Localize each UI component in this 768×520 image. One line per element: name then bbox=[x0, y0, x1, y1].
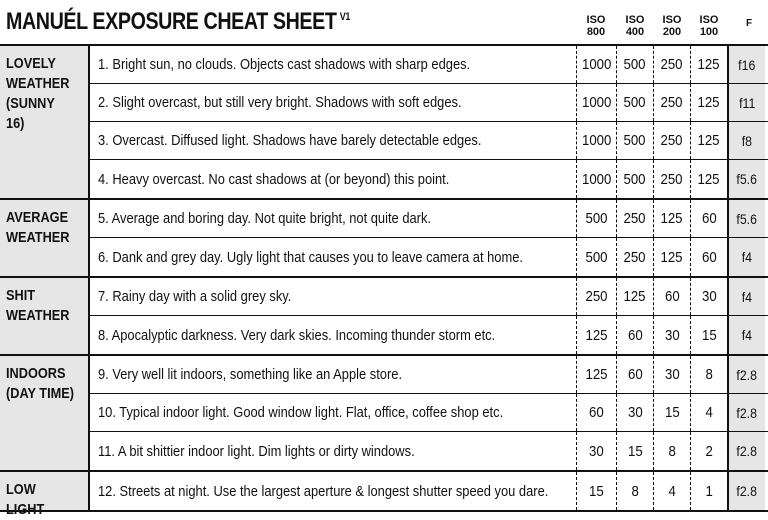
shutter-speed-value: 1000 bbox=[581, 56, 612, 73]
shutter-speed-value: 8 bbox=[705, 366, 713, 383]
f-stop-cell bbox=[727, 46, 765, 83]
shutter-speed-cell bbox=[616, 46, 653, 83]
table-row bbox=[90, 200, 768, 238]
shutter-speed-cell bbox=[653, 432, 690, 470]
shutter-speed-cell bbox=[616, 122, 653, 159]
group-label bbox=[0, 472, 90, 518]
group-label bbox=[0, 278, 90, 354]
f-stop-value: f5.6 bbox=[736, 171, 758, 187]
shutter-speed-value: 15 bbox=[664, 404, 680, 421]
iso-header-label: ISO bbox=[625, 14, 645, 26]
condition-description bbox=[90, 394, 576, 431]
shutter-speed-value: 500 bbox=[623, 132, 647, 149]
f-stop-cell bbox=[727, 316, 765, 354]
shutter-speed-cell bbox=[690, 316, 727, 354]
shutter-speed-value: 15 bbox=[701, 326, 717, 344]
condition-description-text: 1. Bright sun, no clouds. Objects cast shadows with sharp edges. bbox=[98, 56, 471, 73]
shutter-speed-value: 30 bbox=[589, 442, 604, 460]
condition-description bbox=[90, 84, 576, 121]
iso-header-800 bbox=[578, 14, 614, 38]
shutter-speed-value: 8 bbox=[631, 482, 639, 500]
shutter-speed-value: 500 bbox=[585, 248, 608, 266]
shutter-speed-cell bbox=[616, 356, 653, 393]
condition-description-text: 11. A bit shittier indoor light. Dim lights or dirty windows. bbox=[98, 442, 415, 460]
condition-description bbox=[90, 160, 576, 198]
condition-description bbox=[90, 46, 576, 83]
shutter-speed-cell bbox=[576, 394, 616, 431]
shutter-speed-value: 4 bbox=[668, 482, 676, 500]
f-stop-cell bbox=[727, 84, 765, 121]
table-row bbox=[90, 122, 768, 160]
table-row bbox=[90, 160, 768, 198]
condition-description-text: 8. Apocalyptic darkness. Very dark skies. Incoming thunder storm etc. bbox=[98, 326, 496, 344]
f-stop-cell bbox=[727, 472, 765, 510]
shutter-speed-cell bbox=[690, 394, 727, 431]
shutter-speed-cell bbox=[576, 200, 616, 237]
f-stop-cell bbox=[727, 394, 765, 431]
f-stop-value: f5.6 bbox=[736, 210, 758, 227]
shutter-speed-value: 1000 bbox=[581, 94, 612, 111]
shutter-speed-cell bbox=[576, 122, 616, 159]
table-row bbox=[90, 432, 768, 470]
shutter-speed-value: 250 bbox=[623, 210, 647, 227]
shutter-speed-value: 60 bbox=[627, 366, 643, 383]
f-stop-cell bbox=[727, 432, 765, 470]
shutter-speed-value: 125 bbox=[660, 210, 684, 227]
f-stop-value: f2.8 bbox=[736, 366, 758, 383]
shutter-speed-cell bbox=[576, 472, 616, 510]
shutter-speed-value: 125 bbox=[585, 326, 608, 344]
condition-description bbox=[90, 316, 576, 354]
shutter-speed-value: 500 bbox=[585, 210, 608, 227]
shutter-speed-value: 125 bbox=[623, 288, 647, 305]
f-stop-cell bbox=[727, 160, 765, 198]
shutter-speed-value: 15 bbox=[627, 442, 643, 460]
shutter-speed-value: 30 bbox=[664, 366, 680, 383]
shutter-speed-cell bbox=[690, 160, 727, 198]
condition-description bbox=[90, 122, 576, 159]
shutter-speed-cell bbox=[576, 432, 616, 470]
shutter-speed-value: 125 bbox=[697, 94, 721, 111]
iso-header-400 bbox=[617, 14, 653, 38]
shutter-speed-cell bbox=[653, 122, 690, 159]
table-row bbox=[90, 278, 768, 316]
shutter-speed-value: 500 bbox=[623, 170, 647, 188]
shutter-speed-value: 1000 bbox=[581, 170, 612, 188]
condition-description bbox=[90, 238, 576, 276]
shutter-speed-cell bbox=[576, 46, 616, 83]
f-stop-value: f8 bbox=[741, 132, 753, 149]
shutter-speed-value: 1 bbox=[705, 482, 713, 500]
group-label bbox=[0, 356, 90, 470]
shutter-speed-value: 4 bbox=[705, 404, 713, 421]
condition-description bbox=[90, 472, 576, 510]
shutter-speed-cell bbox=[616, 278, 653, 315]
shutter-speed-cell bbox=[576, 160, 616, 198]
group-label bbox=[0, 200, 90, 276]
f-stop-value: f16 bbox=[738, 56, 756, 73]
table-row bbox=[90, 238, 768, 276]
shutter-speed-cell bbox=[616, 316, 653, 354]
shutter-speed-value: 60 bbox=[701, 248, 717, 266]
shutter-speed-cell bbox=[653, 46, 690, 83]
condition-group bbox=[0, 46, 768, 200]
condition-description bbox=[90, 278, 576, 315]
f-stop-value: f4 bbox=[741, 327, 753, 343]
condition-description-text: 3. Overcast. Diffused light. Shadows have barely detectable edges. bbox=[98, 132, 482, 149]
shutter-speed-cell bbox=[690, 46, 727, 83]
f-stop-cell bbox=[727, 122, 765, 159]
group-label-text: INDOORS (DAY TIME) bbox=[6, 365, 75, 402]
f-stop-value: f2.8 bbox=[736, 404, 758, 421]
group-label-text: LOW LIGHT bbox=[6, 481, 45, 518]
shutter-speed-cell bbox=[653, 84, 690, 121]
shutter-speed-value: 125 bbox=[697, 132, 721, 149]
shutter-speed-cell bbox=[690, 356, 727, 393]
iso-header-100 bbox=[691, 14, 727, 38]
iso-header-label: ISO bbox=[662, 14, 682, 26]
shutter-speed-value: 60 bbox=[664, 288, 680, 305]
shutter-speed-cell bbox=[616, 472, 653, 510]
shutter-speed-cell bbox=[690, 122, 727, 159]
table-row bbox=[90, 356, 768, 394]
condition-description-text: 12. Streets at night. Use the largest aperture & longest shutter speed you dare. bbox=[98, 482, 549, 500]
condition-group bbox=[0, 278, 768, 356]
table-row bbox=[90, 472, 768, 510]
shutter-speed-cell bbox=[653, 316, 690, 354]
shutter-speed-cell bbox=[616, 200, 653, 237]
f-stop-value: f4 bbox=[741, 288, 753, 305]
iso-header-label: ISO bbox=[586, 14, 606, 26]
shutter-speed-cell bbox=[653, 160, 690, 198]
condition-description bbox=[90, 200, 576, 237]
shutter-speed-value: 30 bbox=[627, 404, 643, 421]
shutter-speed-value: 500 bbox=[623, 56, 647, 73]
group-label bbox=[0, 46, 90, 198]
shutter-speed-cell bbox=[653, 356, 690, 393]
shutter-speed-cell bbox=[616, 432, 653, 470]
f-stop-cell bbox=[727, 356, 765, 393]
shutter-speed-cell bbox=[616, 84, 653, 121]
condition-description-text: 2. Slight overcast, but still very bright. Shadows with soft edges. bbox=[98, 94, 462, 111]
f-stop-value: f11 bbox=[738, 94, 756, 111]
shutter-speed-value: 125 bbox=[697, 170, 721, 188]
shutter-speed-value: 15 bbox=[589, 482, 604, 500]
condition-description-text: 6. Dank and grey day. Ugly light that causes you to leave camera at home. bbox=[98, 248, 523, 266]
shutter-speed-value: 2 bbox=[705, 442, 713, 460]
version-label: V1 bbox=[339, 11, 350, 23]
table-row bbox=[90, 46, 768, 84]
shutter-speed-cell bbox=[576, 356, 616, 393]
condition-group bbox=[0, 472, 768, 518]
iso-header-value: 200 bbox=[662, 26, 682, 38]
shutter-speed-value: 30 bbox=[664, 326, 680, 344]
shutter-speed-cell bbox=[653, 238, 690, 276]
group-label-text: LOVELY WEATHER (SUNNY 16) bbox=[6, 55, 70, 132]
shutter-speed-cell bbox=[576, 316, 616, 354]
shutter-speed-value: 250 bbox=[623, 248, 647, 266]
f-stop-value: f2.8 bbox=[736, 443, 758, 459]
shutter-speed-value: 125 bbox=[697, 56, 721, 73]
shutter-speed-cell bbox=[616, 394, 653, 431]
condition-description-text: 7. Rainy day with a solid grey sky. bbox=[98, 288, 292, 305]
condition-description-text: 9. Very well lit indoors, something like an Apple store. bbox=[98, 366, 403, 383]
shutter-speed-cell bbox=[690, 84, 727, 121]
shutter-speed-value: 500 bbox=[623, 94, 647, 111]
condition-group bbox=[0, 200, 768, 278]
condition-description-text: 10. Typical indoor light. Good window light. Flat, office, coffee shop etc. bbox=[98, 404, 504, 421]
iso-header-label: ISO bbox=[699, 14, 719, 26]
shutter-speed-value: 60 bbox=[589, 404, 604, 421]
shutter-speed-cell bbox=[653, 278, 690, 315]
f-stop-value: f4 bbox=[741, 249, 753, 265]
shutter-speed-value: 250 bbox=[660, 132, 684, 149]
condition-description-text: 4. Heavy overcast. No cast shadows at (or beyond) this point. bbox=[98, 170, 450, 188]
condition-group bbox=[0, 356, 768, 472]
shutter-speed-value: 250 bbox=[660, 56, 684, 73]
page-title bbox=[6, 8, 350, 36]
condition-description-text: 5. Average and boring day. Not quite bright, not quite dark. bbox=[98, 210, 431, 227]
shutter-speed-cell bbox=[653, 472, 690, 510]
f-stop-cell bbox=[727, 278, 765, 315]
iso-header-value: 800 bbox=[586, 26, 606, 38]
f-stop-cell bbox=[727, 238, 765, 276]
exposure-table bbox=[0, 44, 768, 518]
table-row bbox=[90, 316, 768, 354]
shutter-speed-cell bbox=[576, 84, 616, 121]
group-label-text: AVERAGE WEATHER bbox=[6, 209, 70, 246]
shutter-speed-value: 125 bbox=[660, 248, 684, 266]
shutter-speed-cell bbox=[690, 472, 727, 510]
iso-header-value: 400 bbox=[625, 26, 645, 38]
shutter-speed-value: 250 bbox=[660, 170, 684, 188]
shutter-speed-cell bbox=[690, 432, 727, 470]
shutter-speed-cell bbox=[616, 238, 653, 276]
shutter-speed-value: 30 bbox=[701, 288, 717, 305]
shutter-speed-cell bbox=[690, 200, 727, 237]
table-row bbox=[90, 394, 768, 432]
shutter-speed-value: 250 bbox=[585, 288, 608, 305]
f-stop-cell bbox=[727, 200, 765, 237]
condition-description bbox=[90, 356, 576, 393]
shutter-speed-value: 1000 bbox=[581, 132, 612, 149]
shutter-speed-cell bbox=[576, 238, 616, 276]
shutter-speed-cell bbox=[690, 238, 727, 276]
condition-description bbox=[90, 432, 576, 470]
shutter-speed-cell bbox=[690, 278, 727, 315]
shutter-speed-cell bbox=[616, 160, 653, 198]
f-stop-header: F bbox=[745, 18, 753, 29]
iso-header-200 bbox=[654, 14, 690, 38]
shutter-speed-value: 250 bbox=[660, 94, 684, 111]
group-label-text: SHIT WEATHER bbox=[6, 287, 70, 324]
shutter-speed-cell bbox=[653, 394, 690, 431]
shutter-speed-value: 8 bbox=[668, 442, 676, 460]
shutter-speed-value: 60 bbox=[627, 326, 643, 344]
shutter-speed-cell bbox=[653, 200, 690, 237]
shutter-speed-value: 125 bbox=[585, 366, 608, 383]
iso-header-value: 100 bbox=[699, 26, 719, 38]
title-text: MANUÉL EXPOSURE CHEAT SHEET bbox=[6, 8, 337, 35]
shutter-speed-value: 60 bbox=[701, 210, 717, 227]
f-stop-value: f2.8 bbox=[736, 483, 758, 499]
table-row bbox=[90, 84, 768, 122]
shutter-speed-cell bbox=[576, 278, 616, 315]
